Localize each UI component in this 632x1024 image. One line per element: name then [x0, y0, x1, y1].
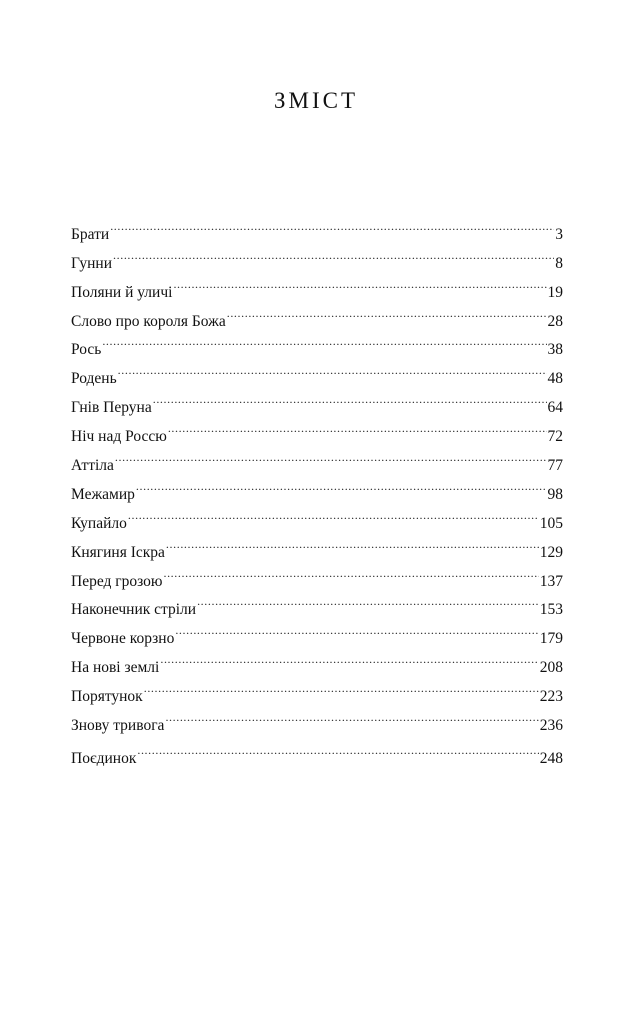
toc-entry	[71, 672, 563, 706]
toc-entry-title: Родень	[71, 370, 117, 388]
toc-entry	[71, 239, 563, 272]
toc-entry-page-number: 98	[547, 485, 563, 503]
toc-entry-title: Гнів Перуна	[71, 399, 152, 417]
toc-entry	[71, 441, 563, 475]
dot-leader	[137, 734, 538, 763]
toc-entry-page-number: 208	[539, 659, 563, 677]
toc-entry	[71, 268, 563, 301]
toc-entry-title: Гунни	[71, 254, 113, 272]
toc-entry-title: Поєдинок	[71, 749, 137, 767]
dot-leader	[165, 701, 538, 730]
toc-entry-title: Наконечник стріли	[71, 601, 197, 619]
toc-entry-title: Брати	[71, 225, 110, 243]
toc-entry-title: Межамир	[71, 485, 135, 503]
toc-entry-title: Знову тривога	[71, 717, 165, 735]
dot-leader	[136, 470, 547, 499]
toc-entry-page-number: 3	[555, 225, 563, 243]
toc-entry-page-number: 77	[547, 457, 563, 475]
toc-entry-page-number: 105	[539, 514, 563, 532]
dot-leader	[197, 586, 539, 615]
toc-entry-title: Купайло	[71, 514, 127, 532]
toc-entry	[71, 210, 563, 243]
toc-entry	[71, 528, 563, 561]
toc-entry-page-number: 179	[539, 630, 563, 648]
toc-entry-title: Червоне корзно	[71, 630, 175, 648]
dot-leader	[163, 557, 538, 586]
toc-entry-title: Ніч над Россю	[71, 428, 167, 446]
dot-leader	[118, 354, 547, 383]
toc-entry-page-number: 48	[547, 370, 563, 388]
toc-entry-title: Слово про короля Божа	[71, 312, 226, 330]
toc-entry-page-number: 72	[547, 428, 563, 446]
dot-leader	[113, 239, 554, 268]
toc-entry-page-number: 137	[539, 572, 563, 590]
toc-entry-page-number: 129	[539, 543, 563, 561]
toc-entry	[71, 734, 563, 767]
toc-entry-title: Аттіла	[71, 457, 114, 475]
page-title: ЗМІСТ	[273, 88, 359, 113]
dot-leader	[153, 383, 547, 412]
toc-entry-title: Рось	[71, 341, 102, 359]
dot-leader	[115, 441, 547, 470]
dot-leader	[166, 528, 539, 557]
toc-entry-page-number: 64	[547, 399, 563, 417]
toc-entry	[71, 354, 563, 388]
dot-leader	[175, 614, 538, 643]
toc-entry-page-number: 153	[539, 601, 563, 619]
toc-entry-title: Перед грозою	[71, 572, 163, 590]
toc-entry-page-number: 248	[539, 749, 563, 767]
dot-leader	[102, 326, 546, 355]
toc-entry-page-number: 19	[547, 283, 563, 301]
dot-leader	[144, 672, 539, 701]
dot-leader	[227, 297, 547, 326]
toc-entry	[71, 470, 563, 503]
dot-leader	[168, 412, 547, 441]
toc-entry-page-number: 236	[539, 717, 563, 735]
toc-entry	[71, 326, 563, 359]
toc-entry	[71, 701, 563, 735]
toc-entry-page-number: 28	[547, 312, 563, 330]
toc-entry	[71, 383, 563, 417]
dot-leader	[160, 643, 538, 672]
toc-entry	[71, 499, 563, 532]
toc-entry-page-number: 38	[547, 341, 563, 359]
toc-entry-title: Поляни й уличі	[71, 283, 173, 301]
toc-entry-page-number: 223	[539, 688, 563, 706]
dot-leader	[128, 499, 539, 528]
table-of-contents	[71, 210, 563, 767]
toc-entry-title: Порятунок	[71, 688, 143, 706]
toc-entry-title: Княгиня Іскра	[71, 543, 165, 561]
toc-entry-title: На нові землі	[71, 659, 160, 677]
dot-leader	[110, 210, 554, 239]
dot-leader	[173, 268, 546, 297]
toc-entry-page-number: 8	[555, 254, 563, 272]
